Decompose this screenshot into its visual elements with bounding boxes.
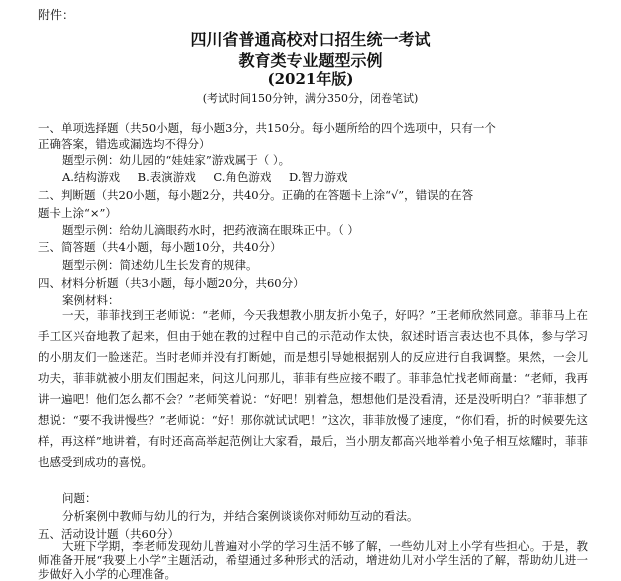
option-b: B.表演游戏 [137, 170, 196, 184]
section-1-options [62, 170, 602, 185]
option-d: D.智力游戏 [288, 170, 348, 184]
section-5-heading: 五、活动设计题（共60分） [38, 527, 180, 541]
title-line-1: 四川省普通高校对口招生统一考试 [190, 30, 431, 49]
case-text: 一天，菲菲找到王老师说：“老师，今天我想教小朋友折小兔子，好吗？”王老师欣然同意。菲菲马上在手工区兴奋地教了起来，但由于她在教的过程中自己的示范动作太快，叙述时语言表达也不具体，参与学习的小朋友们一脸迷茫。当时老师并没有打断她，而是想引导她根据别人的反应进行自我调整。果然，一会儿功夫，菲菲就被小朋友们围起来，问这儿问那儿，菲菲有些应接不暇了。菲菲急忙找老师商量：“老师，我再讲一遍吧！他们怎么都不会？”老师笑着说：“好吧！别着急，想想他们是没看清，还是没听明白？”菲菲想了想说：“要不我讲慢些？”老师说：“好！那你就试试吧！”这次，菲菲放慢了速度，“你们看，折的时候要先这样，再这样”地讲着，有时还高高举起范例让大家看，最后，当小朋友都高兴地举着小兔子相互炫耀时，菲菲也感受到成功的喜悦。 [38, 308, 588, 469]
case-label: 案例材料： [62, 293, 120, 307]
section-4-heading: 四、材料分析题（共3小题，每小题20分，共60分） [38, 276, 305, 290]
question-label: 问题： [62, 491, 97, 505]
option-a: A.结构游戏 [62, 170, 120, 184]
section-5-text-1: 大班下学期，李老师发现幼儿普遍对小学的学习生活不够了解，一些幼儿对上小学有些担心。于是，教师准备开展“我要上小学”主题活动，希望通过多种形式的活动，增进幼儿对小学生活的了解，帮助幼儿进一步做好入小学的心理准备。 [38, 539, 588, 581]
section-2-heading-cont: 题卡上涂“×”） [38, 206, 117, 220]
option-c: C.角色游戏 [213, 170, 272, 184]
section-1-heading-cont: 正确答案，错选或漏选均不得分） [38, 137, 211, 151]
section-2-heading: 二、判断题（共20小题，每小题2分，共40分。正确的在答题卡上涂“√”，错误的在答 [38, 188, 474, 202]
section-3-heading: 三、简答题（共4小题，每小题10分，共40分） [38, 240, 282, 254]
attachment-label: 附件： [38, 8, 75, 22]
exam-note: (考试时间150分钟，满分350分，闭卷笔试) [202, 92, 419, 105]
section-1-example: 题型示例：幼儿园的“娃娃家”游戏属于（ ）。 [62, 153, 291, 167]
question-text: 分析案例中教师与幼儿的行为，并结合案例谈谈你对师幼互动的看法。 [62, 509, 419, 523]
title-line-2: 教育类专业题型示例 [238, 51, 383, 70]
section-1-heading: 一、单项选择题（共50小题，每小题3分，共150分。每小题所给的四个选项中，只有一个 [38, 121, 496, 135]
section-3-example: 题型示例：简述幼儿生长发育的规律。 [62, 258, 258, 272]
title-line-3: (2021年版) [267, 70, 354, 88]
section-2-example: 题型示例：给幼儿滴眼药水时，把药液滴在眼珠正中。（ ） [62, 223, 359, 237]
